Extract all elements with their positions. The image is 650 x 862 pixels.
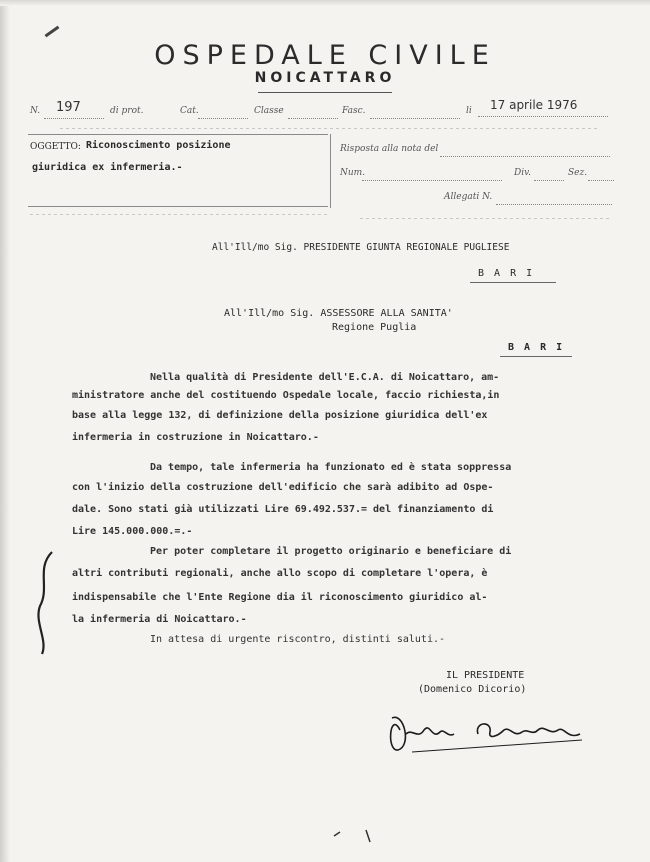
pen-mark — [45, 26, 60, 38]
recipient-2: All'Ill/mo Sig. ASSESSORE ALLA SANITA' — [224, 308, 453, 319]
margin-bracket-mark — [30, 548, 60, 658]
number-label: N. — [30, 106, 41, 116]
risposta-label: Risposta alla nota del — [340, 144, 439, 154]
protocol-number: 197 — [56, 100, 81, 115]
body-line: indispensabile che l'Ente Regione dia il riconoscimento giuridico al- — [72, 592, 488, 603]
div-label: Div. — [514, 168, 531, 178]
body-line: Da tempo, tale infermeria ha funzionato ed è stata soppressa — [150, 462, 512, 473]
body-line: dale. Sono stati già utilizzati Lire 69.492.537.= del finanziamento di — [72, 504, 494, 515]
recipient-2-city: B A R I — [508, 342, 565, 353]
fasc-label: Fasc. — [342, 106, 366, 116]
num-label: Num. — [340, 168, 366, 178]
subtitle-rule — [258, 92, 392, 93]
oggetto-line-2: giuridica ex infermeria.- — [32, 162, 183, 173]
recipient-1-city: B A R I — [478, 268, 535, 279]
handwritten-signature — [382, 700, 592, 760]
letter-date: 17 aprile 1976 — [490, 98, 578, 112]
allegati-label: Allegati N. — [444, 192, 493, 202]
body-line: ministratore anche del costituendo Ospedale locale, faccio richiesta,in — [72, 390, 500, 401]
li-label: li — [466, 106, 472, 116]
oggetto-label: OGGETTO: — [30, 142, 81, 152]
body-line: Nella qualità di Presidente dell'E.C.A. di Noicattaro, am- — [150, 372, 500, 383]
classe-label: Classe — [254, 106, 284, 116]
hospital-name: OSPEDALE CIVILE — [154, 40, 496, 71]
signature-title: IL PRESIDENTE — [446, 670, 525, 681]
body-line: Per poter completare il progetto originario e beneficiare di — [150, 546, 512, 557]
body-line: con l'inizio della costruzione dell'edificio che sarà adibito ad Ospe- — [72, 482, 494, 493]
recipient-1: All'Ill/mo Sig. PRESIDENTE GIUNTA REGIONALE PUGLIESE — [212, 242, 510, 253]
scan-shadow — [0, 0, 10, 862]
sez-label: Sez. — [568, 168, 588, 178]
body-line: base alla legge 132, di definizione della posizione giuridica dell'ex — [72, 410, 488, 421]
bottom-pen-mark — [330, 826, 380, 846]
scan-shadow-top — [0, 0, 650, 6]
recipient-2-region: Regione Puglia — [332, 322, 417, 333]
body-line: In attesa di urgente riscontro, distinti saluti.- — [150, 634, 446, 645]
body-line: la infermeria di Noicattaro.- — [72, 614, 247, 625]
cat-label: Cat. — [180, 106, 199, 116]
body-line: infermeria in costruzione in Noicattaro.- — [72, 432, 319, 443]
hospital-city: NOICATTARO — [254, 70, 396, 86]
body-line: altri contributi regionali, anche allo scopo di completare l'opera, è — [72, 568, 488, 579]
oggetto-line-1: Riconoscimento posizione — [86, 140, 231, 151]
signature-name: (Domenico Dicorio) — [418, 684, 527, 695]
prot-label: di prot. — [110, 106, 144, 116]
body-line: Lire 145.000.000.=.- — [72, 526, 193, 537]
